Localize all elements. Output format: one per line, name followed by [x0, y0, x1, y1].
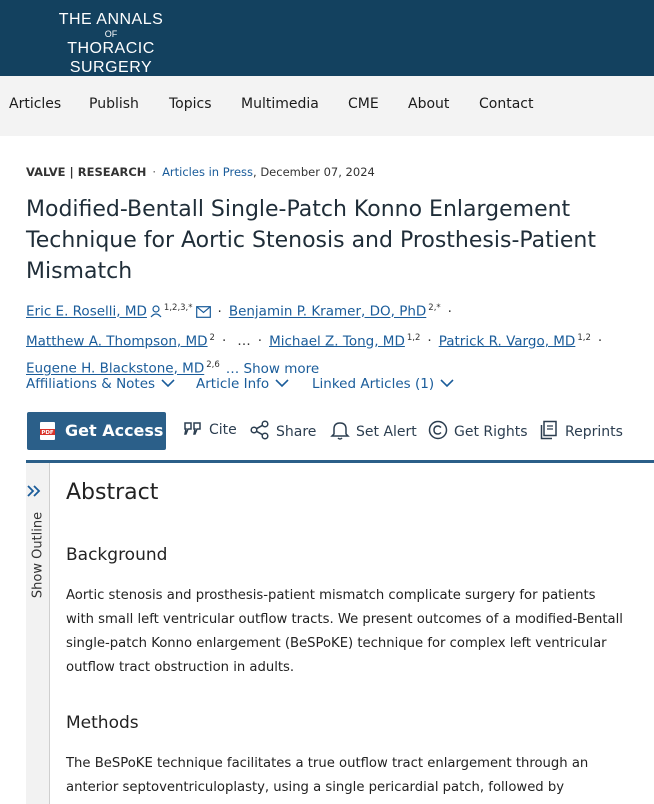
cite-label: Cite	[209, 422, 237, 438]
pdf-icon	[38, 421, 58, 445]
author-link[interactable]: Matthew A. Thompson, MD	[26, 333, 208, 349]
set-alert-label: Set Alert	[356, 424, 417, 440]
article-title: Modified-Bentall Single-Patch Konno Enlargement Technique for Aortic Stenosis and Prosthesis-Patient Mismatch	[26, 197, 596, 284]
background-heading: Background	[66, 545, 168, 565]
chevron-down-icon	[275, 379, 289, 388]
nav-multimedia[interactable]: Multimedia	[241, 96, 319, 112]
site-header	[0, 0, 654, 76]
author-link[interactable]: Patrick R. Vargo, MD	[438, 333, 576, 349]
author-affiliation-sup: 1,2	[406, 332, 421, 343]
reprints-icon	[539, 420, 559, 440]
affiliations-dropdown[interactable]	[26, 376, 175, 392]
articles-in-press-link[interactable]: Articles in Press	[162, 165, 254, 179]
author-link[interactable]: Eugene H. Blackstone, MD	[26, 360, 205, 377]
nav-articles[interactable]: Articles	[9, 96, 62, 112]
share-icon	[250, 420, 270, 440]
article-info-label: Article Info	[196, 376, 270, 392]
get-rights-button[interactable]	[428, 420, 528, 440]
author-affiliation-sup: 2,6	[206, 360, 220, 370]
reprints-button[interactable]	[539, 420, 623, 440]
outline-label-wrap	[26, 500, 50, 610]
kicker-separator: ·	[152, 165, 157, 179]
author-affiliation-sup: 1,2,3,*	[163, 303, 193, 313]
set-alert-button[interactable]	[330, 420, 417, 440]
get-access-label: Get Access	[65, 421, 164, 440]
author-affiliation-sup: 2	[209, 332, 215, 343]
svg-text:PDF: PDF	[41, 430, 54, 436]
abstract-heading: Abstract	[66, 480, 159, 505]
chevron-down-icon	[440, 379, 454, 388]
logo-line-1: THE ANNALS	[58, 11, 164, 28]
author-link[interactable]: Benjamin P. Kramer, DO, PhD	[228, 303, 427, 320]
author-link[interactable]: Eric E. Roselli, MD	[26, 303, 147, 320]
methods-heading: Methods	[66, 713, 139, 733]
chevron-down-icon	[161, 379, 175, 388]
get-access-button[interactable]	[27, 412, 166, 450]
nav-about[interactable]: About	[408, 96, 450, 112]
author-separator: ·	[217, 303, 222, 320]
logo-line-2: OF	[104, 29, 118, 39]
show-outline-label[interactable]: Show Outline	[30, 511, 46, 599]
author-affiliation-sup: 1,2	[577, 332, 591, 343]
background-paragraph: Aortic stenosis and prosthesis-patient mismatch complicate surgery for patients with small left ventricular outflow tracts. We present outcomes of a modified-Bentall single-patch Konno enlargement (BeSPoKE) technique for complex left ventricular outflow tract obstruction in adults.	[66, 588, 623, 675]
nav-publish[interactable]: Publish	[89, 96, 139, 112]
nav-topics[interactable]: Topics	[169, 96, 212, 112]
author-separator: ·	[257, 333, 263, 349]
get-rights-label: Get Rights	[454, 424, 528, 440]
cite-button[interactable]	[183, 420, 237, 438]
nav-contact[interactable]: Contact	[479, 96, 534, 112]
show-more-authors[interactable]: … Show more	[225, 360, 320, 377]
section-label: VALVE | RESEARCH	[26, 165, 147, 179]
author-list	[26, 296, 646, 381]
person-icon	[150, 302, 162, 326]
affiliations-label: Affiliations & Notes	[26, 376, 156, 392]
author-separator: ·	[447, 303, 452, 320]
authors-ellipsis: …	[237, 333, 251, 349]
quote-icon	[183, 420, 203, 438]
copyright-icon	[428, 420, 448, 440]
publication-date: , December 07, 2024	[253, 165, 375, 179]
section-divider	[26, 460, 654, 463]
author-separator: ·	[597, 333, 603, 349]
author-separator: ·	[427, 333, 432, 349]
email-icon[interactable]	[196, 302, 211, 326]
nav-cme[interactable]: CME	[348, 96, 379, 112]
author-separator: ·	[221, 333, 227, 349]
share-button[interactable]	[250, 420, 316, 440]
journal-logo[interactable]	[26, 10, 196, 77]
author-link[interactable]: Michael Z. Tong, MD	[269, 333, 405, 349]
reprints-label: Reprints	[565, 424, 623, 440]
logo-line-3: THORACIC SURGERY	[67, 40, 155, 76]
linked-articles-label: Linked Articles (1)	[312, 376, 435, 392]
author-affiliation-sup: 2,*	[428, 303, 441, 313]
article-info-dropdown[interactable]	[196, 376, 289, 392]
share-label: Share	[276, 424, 317, 440]
linked-articles-dropdown[interactable]	[312, 376, 454, 392]
methods-paragraph: The BeSPoKE technique facilitates a true outflow tract enlargement through an anterior septoventriculoplasty, using a single pericardial patch, followed by	[66, 756, 589, 795]
article-kicker	[26, 165, 375, 179]
bell-icon	[330, 420, 350, 440]
main-nav	[0, 76, 654, 136]
